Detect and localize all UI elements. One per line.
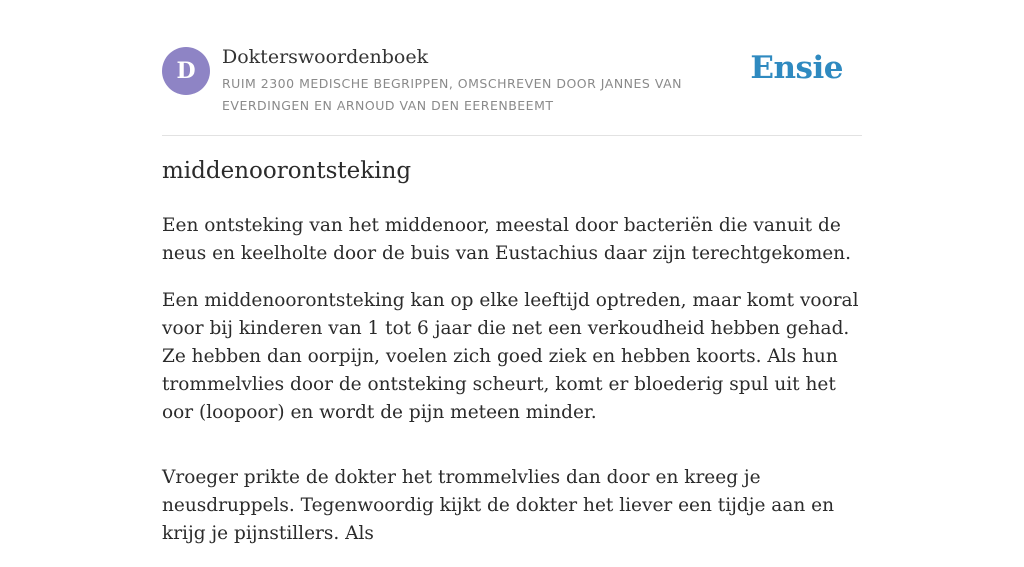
avatar[interactable]: D [162, 47, 210, 95]
brand-logo[interactable]: Ensie [750, 50, 843, 86]
definition-paragraph: Een middenoorontsteking kan op elke leeftijd optreden, maar komt vooral voor bij kinderen van 1 tot 6 jaar die net een verkoudheid hebben gehad. Ze hebben dan oorpijn, voelen zich goed ziek en hebben koorts. Als hun trommelvlies door de ontsteking scheurt, komt er bloederig spul uit het oor (loopoor) en wordt de pijn meteen minder. [162, 290, 859, 423]
definition-paragraph: Vroeger prikte de dokter het trommelvlies dan door en kreeg je neusdruppels. Tegenwoordig kijkt de dokter het liever een tijdje aan en krijg je pijnstillers. Als [162, 467, 835, 544]
entry-term: middenoorontsteking [162, 158, 412, 184]
entry-definition [162, 212, 862, 567]
definition-paragraph: Een ontsteking van het middenoor, meestal door bacteriën die vanuit de neus en keelholte door de buis van Eustachius daar zijn terechtgekomen. [162, 215, 851, 264]
book-subtitle: RUIM 2300 MEDISCHE BEGRIPPEN, OMSCHREVEN DOOR JANNES VAN EVERDINGEN EN ARNOUD VAN DEN EERENBEEMT [222, 76, 682, 113]
book-title[interactable]: Dokterswoordenboek [222, 46, 429, 68]
divider [162, 135, 862, 136]
